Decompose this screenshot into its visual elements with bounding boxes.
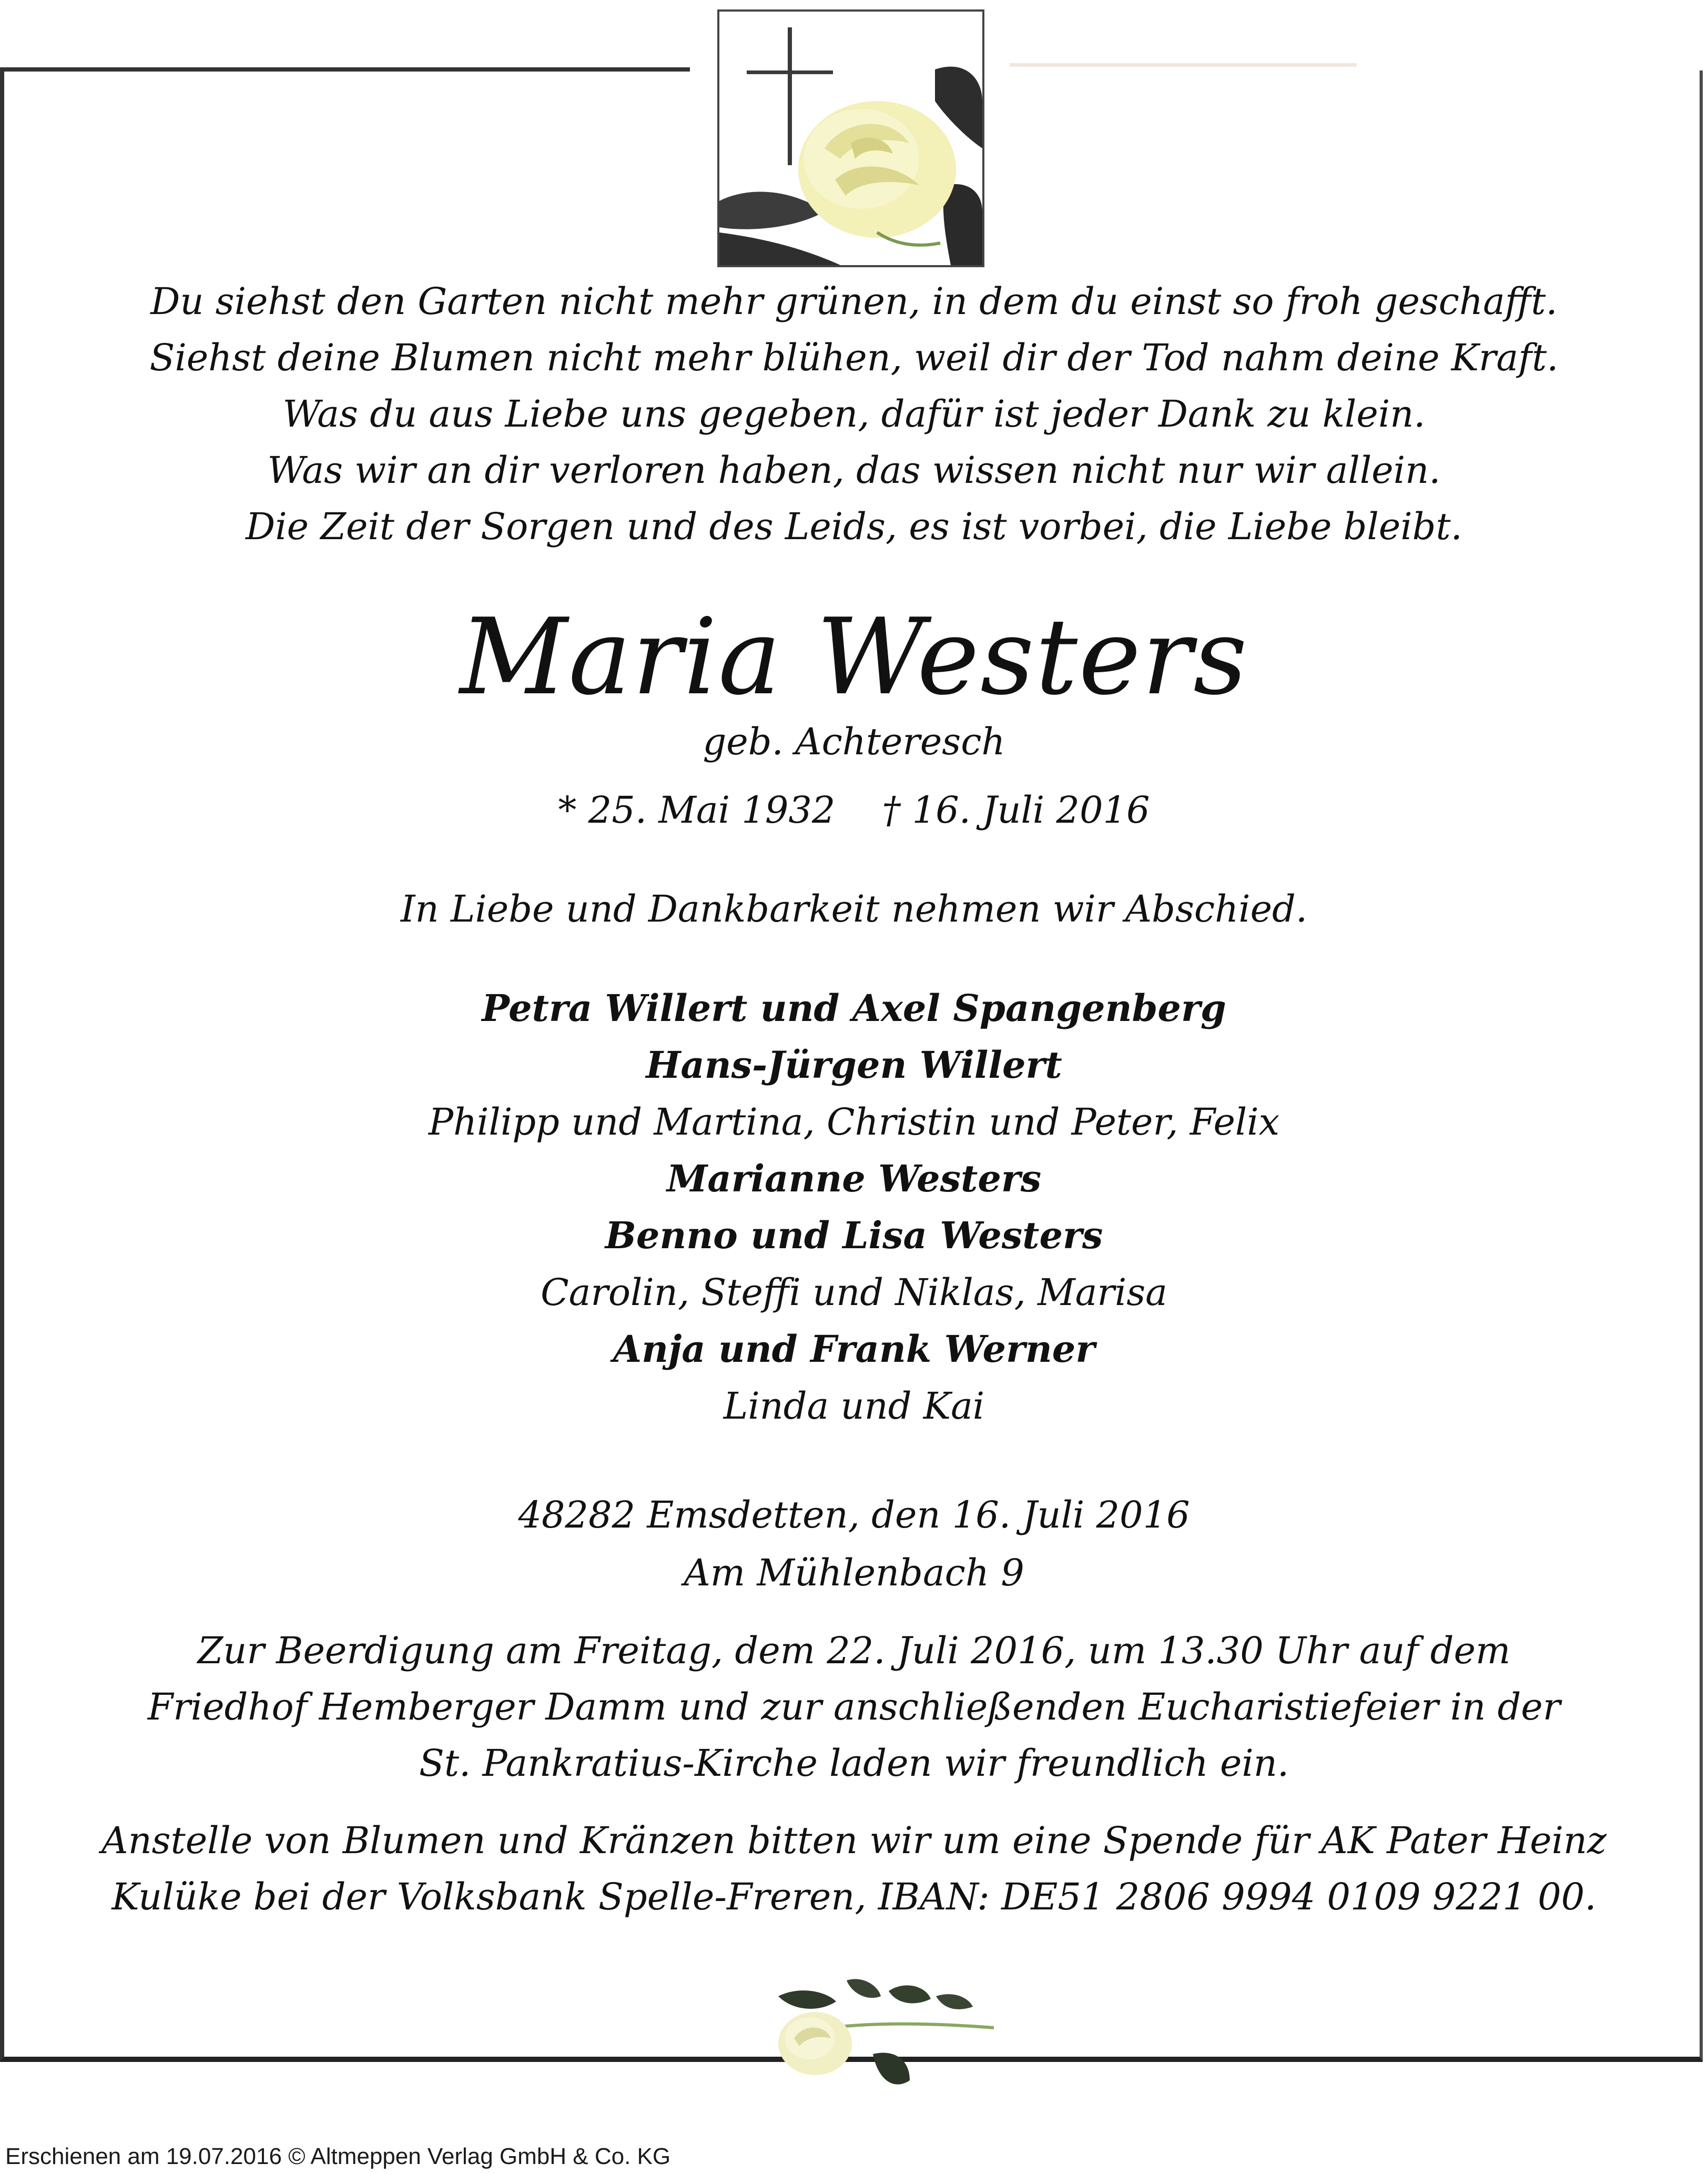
poem [0, 274, 1708, 555]
cross-with-rose-icon [717, 9, 984, 267]
address-block [0, 1486, 1708, 1602]
poem-line: Was du aus Liebe uns gegeben, dafür ist jeder Dank zu klein. [282, 392, 1426, 436]
donation-info [0, 1813, 1708, 1925]
mourner-line: Philipp und Martina, Christin und Peter, Felix [428, 1100, 1280, 1144]
farewell-text: In Liebe und Dankbarkeit nehmen wir Abschied. [400, 887, 1308, 931]
mourner-line: Carolin, Steffi und Niklas, Marisa [541, 1271, 1167, 1314]
life-dates: * 25. Mai 1932 † 16. Juli 2016 [558, 788, 1150, 832]
mourner-line: Anja und Frank Werner [613, 1327, 1095, 1371]
top-border-right [1010, 63, 1357, 67]
mourner-line: Hans-Jürgen Willert [646, 1043, 1062, 1087]
mourner-line: Petra Willert und Axel Spangenberg [482, 986, 1226, 1030]
mourner-line: Marianne Westers [666, 1157, 1042, 1200]
publication-footer: Erschienen am 19.07.2016 © Altmeppen Verlag GmbH & Co. KG [5, 2143, 671, 2169]
donation-line: Kulüke bei der Volksbank Spelle-Freren, IBAN: DE51 2806 9994 0109 9221 00. [111, 1875, 1597, 1918]
maiden-name: geb. Achteresch [703, 720, 1005, 763]
notice-body [0, 274, 1708, 1925]
funeral-line: St. Pankratius-Kirche laden wir freundlich ein. [419, 1742, 1289, 1785]
mourner-line: Benno und Lisa Westers [605, 1214, 1103, 1257]
mourners-list [0, 980, 1708, 1434]
poem-line: Du siehst den Garten nicht mehr grünen, in dem du einst so froh geschafft. [150, 280, 1558, 323]
address-line: Am Mühlenbach 9 [684, 1551, 1024, 1594]
poem-line: Siehst deine Blumen nicht mehr blühen, weil dir der Tod nahm deine Kraft. [149, 336, 1559, 379]
donation-line: Anstelle von Blumen und Kränzen bitten wir um eine Spende für AK Pater Heinz [101, 1819, 1607, 1862]
deceased-name: Maria Westers [460, 596, 1248, 719]
funeral-line: Friedhof Hemberger Damm und zur anschließenden Eucharistiefeier in der [147, 1685, 1561, 1728]
poem-line: Die Zeit der Sorgen und des Leids, es ist vorbei, die Liebe bleibt. [246, 505, 1462, 548]
poem-line: Was wir an dir verloren haben, das wissen nicht nur wir allein. [267, 449, 1441, 492]
funeral-info [0, 1623, 1708, 1792]
address-line: 48282 Emsdetten, den 16. Juli 2016 [518, 1493, 1190, 1536]
rose-icon [768, 1965, 999, 2107]
mourner-line: Linda und Kai [723, 1384, 985, 1428]
funeral-line: Zur Beerdigung am Freitag, dem 22. Juli 2016, um 13.30 Uhr auf dem [197, 1629, 1511, 1672]
